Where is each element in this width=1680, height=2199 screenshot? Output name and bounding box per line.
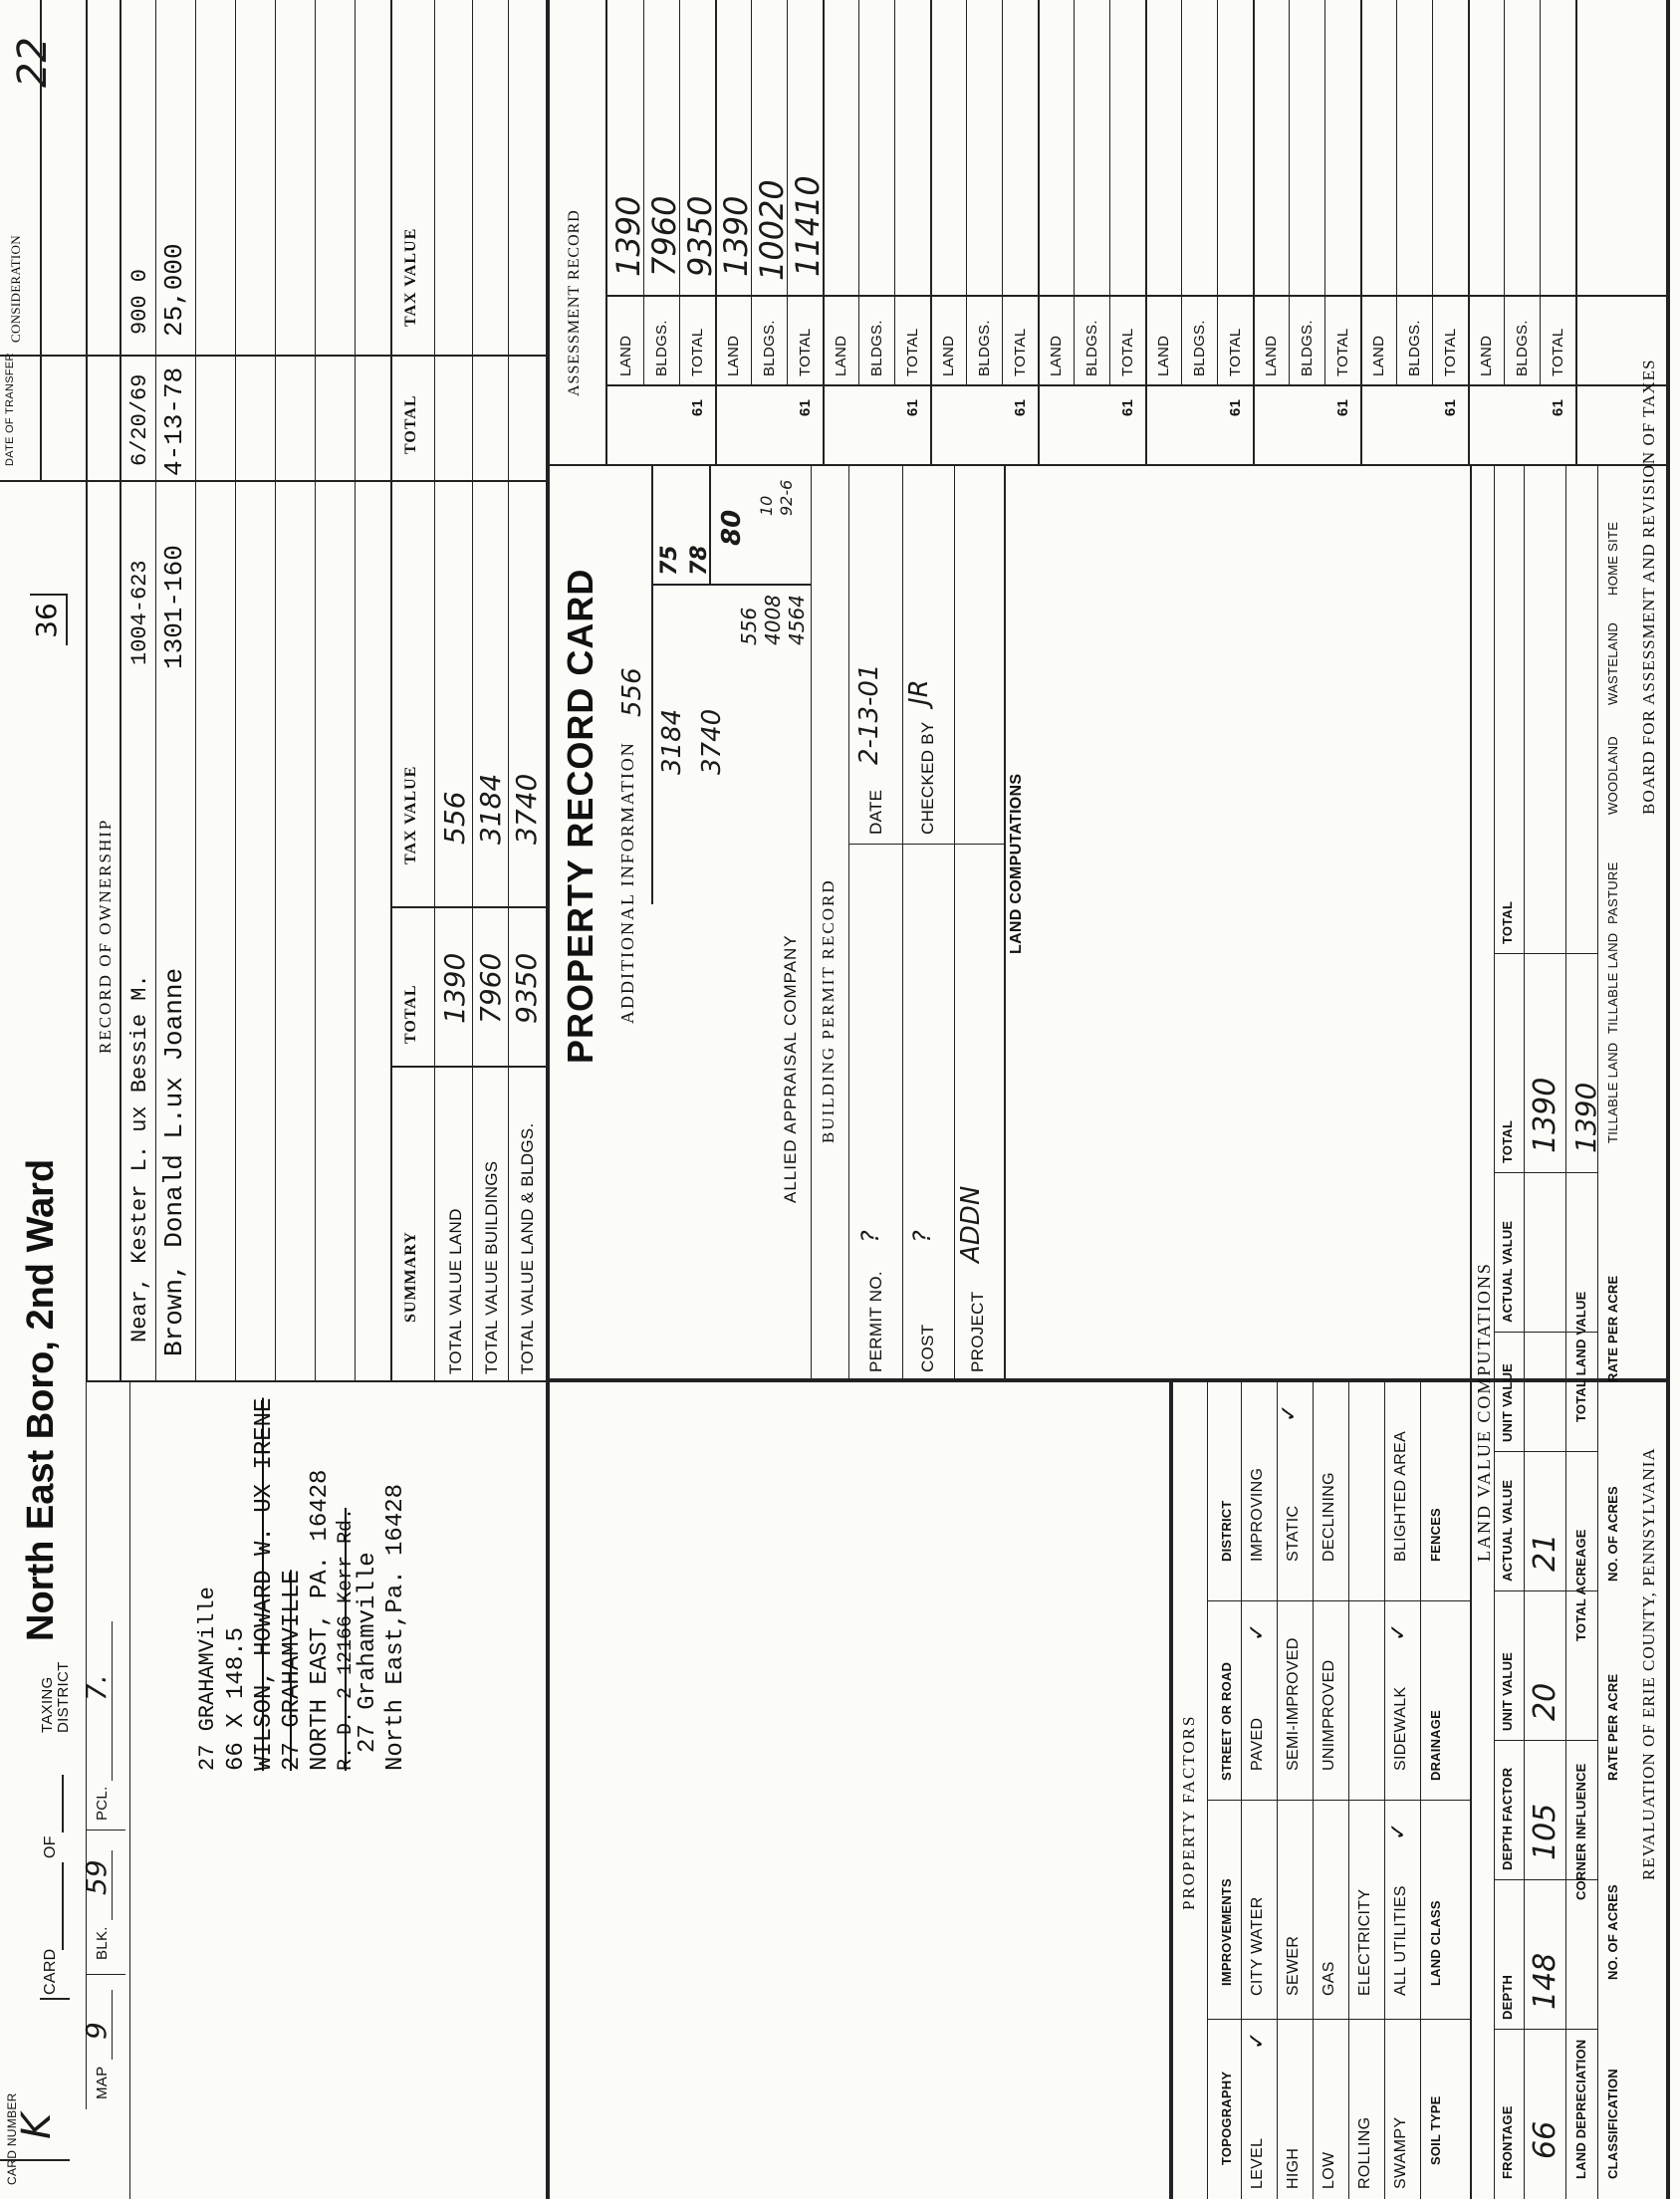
lv-unit-value: 20 [1528,1682,1562,1721]
blk-value: 59 [80,1859,113,1895]
permit-date-value: 2-13-01 [854,663,884,765]
assess-blank-2-rule [1145,0,1147,466]
checked-by-value: JR [904,679,934,705]
card-number-value: K [14,2112,60,2139]
lv-col-7 [1494,953,1597,954]
cost-label: COST [918,1324,937,1372]
lv-depth-factor: 105 [1528,1803,1562,1860]
side-code-4: 10 [757,495,776,516]
lv-header-7: TOTAL [1500,1119,1515,1163]
district-name: North East Boro, 2nd Ward [20,1158,62,1641]
pf-col-2 [1207,1600,1470,1601]
info-value-5: 4008 [761,595,785,645]
pf-topo-3: ROLLING [1356,2116,1373,2189]
pf-topo-0: LEVEL [1249,2137,1266,2189]
pf-street-0: PAVED [1249,1717,1266,1771]
address-line-4: 27 GRAHAMVILLE [279,1570,306,1771]
pf-check-static: ✓ [1277,1403,1302,1422]
card-number-label: CARD NUMBER [5,2092,19,2185]
lv-land-depreciation: LAND DEPRECIATION [1573,2039,1588,2179]
assess-blank-2-code: 61 [1119,398,1136,416]
pf-improve-0: CITY WATER [1249,1896,1266,1996]
pf-rule-2 [1348,1382,1349,2199]
lv-total-land-value: 1390 [1569,1082,1602,1153]
owner-row-1-date: 6/20/69 [127,373,152,466]
lv-col-6 [1494,1172,1597,1173]
lv-acre-header-0: CLASSIFICATION [1605,2069,1620,2179]
lv-actual-value: 21 [1528,1533,1562,1572]
summary-row-3-label: TOTAL VALUE LAND & BLDGS. [518,1122,537,1374]
assess-blank-0-rule [930,0,932,466]
lv-class-0: TILLABLE LAND [1605,1042,1620,1143]
assess-blank-1-code: 61 [1012,398,1029,416]
pf-improve-1: SEWER [1285,1935,1302,1996]
lv-class-5: HOME SITE [1605,521,1620,596]
assess-blank-0-label-0: LAND [833,335,849,376]
assess-blank-2-label-0: LAND [1048,335,1065,376]
lv-col-3 [1494,1590,1597,1591]
assess-blank-6-rule [1575,0,1577,466]
company-name: ALLIED APPRAISAL COMPANY [781,934,800,1203]
address-line-5: NORTH EAST, PA. 16428 [307,1469,334,1771]
cost-value: ? [908,1230,936,1243]
summary-total-header: TOTAL [402,984,419,1044]
side-code-2: 78 [687,545,712,576]
property-record-title: PROPERTY RECORD CARD [560,568,600,1064]
map-value: 9 [80,2022,113,2040]
pf-header-landclass: LAND CLASS [1428,1900,1443,1986]
additional-info-label: ADDITIONAL INFORMATION [617,741,637,1024]
lv-header-4: ACTUAL VALUE [1500,1479,1515,1582]
lv-header-5: UNIT VALUE [1500,1362,1515,1442]
ownership-title: RECORD OF OWNERSHIP [96,818,115,1054]
owner-row-2-consideration: 25,000 [159,243,189,337]
summary-row-1-tax: 556 [438,791,471,845]
assess-blank-5-label-2: TOTAL [1442,328,1459,376]
assess-blank-5-label-1: BLDGS. [1406,320,1423,376]
assess-blank-1-label-0: LAND [940,335,957,376]
address-line-7: 27 Grahamville [355,1552,381,1753]
assess-blank-5-rule [1468,0,1470,466]
footer-right: BOARD FOR ASSESSMENT AND REVISION OF TAXES [1639,359,1658,815]
summary-total-header-2: TOTAL [402,394,419,454]
assess-blank-3-label-1: BLDGS. [1191,320,1208,376]
pf-col-0 [1207,2019,1470,2020]
lv-col-2 [1494,1740,1597,1741]
lv-header-0: FRONTAGE [1500,2105,1515,2179]
assess-1-bldgs-label: BLDGS. [653,320,670,376]
assess-blank-1-rule [1038,0,1040,466]
assess-2-bldgs-label: BLDGS. [761,320,778,376]
side-code-5: 92-6 [777,479,796,516]
pf-improve-2: GAS [1320,1961,1337,1996]
lv-total-acreage: TOTAL ACREAGE [1573,1529,1588,1641]
pcl-label: PCL. [94,1786,111,1821]
date-of-transfer-label: DATE OF TRANSFER [4,353,16,466]
pf-district-1: STATIC [1285,1505,1302,1562]
assessment-title: ASSESSMENT RECORD [566,209,583,396]
address-line-6: R. D. 2 12166 Kerr Rd. [335,1507,358,1771]
permit-no-value: ? [856,1230,884,1243]
lv-total: 1390 [1528,1077,1562,1153]
pcl-value: 7. [80,1674,113,1701]
pf-rule-1 [1313,1382,1314,2199]
assess-blank-6-label-1: BLDGS. [1514,320,1531,376]
pf-topo-1: HIGH [1285,2147,1302,2189]
pf-improve-3: ELECTRICITY [1356,1888,1373,1996]
address-line-3: WILSON, HOWARD W. UX IRENE [251,1397,278,1771]
assess-blank-0-code: 61 [904,398,921,416]
summary-row-3-tax: 3740 [510,773,543,845]
permit-no-label: PERMIT NO. [866,1271,885,1372]
pf-header-fences: FENCES [1428,1508,1443,1562]
pf-check-sidewalk: ✓ [1386,1622,1411,1641]
lv-frontage: 66 [1528,2120,1562,2159]
assess-blank-3-rule [1253,0,1255,466]
assess-blank-6-rule-2 [1540,0,1541,386]
assess-2-total-label: TOTAL [797,328,814,376]
checked-by-label: CHECKED BY [918,721,937,835]
pf-district-2: DECLINING [1320,1472,1337,1562]
permit-record-title: BUILDING PERMIT RECORD [819,878,838,1143]
of-label: OF [42,1835,59,1858]
assess-blank-4-rule [1360,0,1362,466]
lv-rule-2 [1565,466,1566,2199]
pf-check-utilities: ✓ [1386,1822,1411,1840]
pf-street-1: SEMI-IMPROVED [1285,1637,1302,1771]
assess-blank-0-rule-2 [894,0,895,386]
card-label: CARD [42,1948,59,1995]
assess-blank-1-rule-1 [966,0,967,386]
pf-header-topography: TOPOGRAPHY [1219,2071,1234,2165]
lv-col-0 [1494,2029,1597,2030]
lv-header-3: UNIT VALUE [1500,1651,1515,1731]
pf-topo-2: LOW [1320,2151,1337,2189]
lv-class-1: TILLABLE LAND [1605,932,1620,1034]
project-label: PROJECT [968,1291,987,1372]
lv-corner-influence: CORNER INFLUENCE [1573,1763,1588,1900]
assess-blank-5-label-0: LAND [1370,335,1387,376]
map-label: MAP [94,2066,111,2099]
lv-acre-header-2: RATE PER ACRE [1605,1673,1620,1781]
summary-tax-header: TAX VALUE [402,765,419,864]
assess-blank-3-rule-1 [1181,0,1182,386]
lv-class-2: PASTURE [1605,861,1620,924]
assess-blank-2-label-1: BLDGS. [1083,320,1100,376]
assess-blank-1-rule-2 [1002,0,1003,386]
assess-blank-2-rule-2 [1109,0,1110,386]
assess-blank-6-rule-1 [1504,0,1505,386]
assess-blank-6-label-2: TOTAL [1550,328,1566,376]
owner-row-2-book: 1301-160 [159,545,189,669]
address-line-2: 66 X 148.5 [223,1626,250,1771]
summary-row-1-total: 1390 [438,952,471,1024]
assess-1-land: 1390 [609,195,647,277]
pf-header-improvements: IMPROVEMENTS [1219,1878,1234,1986]
lv-header-2: DEPTH FACTOR [1500,1767,1515,1870]
summary-row-2-total: 7960 [474,952,507,1024]
lv-col-4 [1494,1451,1597,1452]
owner-row-1-consideration: 900 0 [127,268,152,335]
pf-topo-4: SWAMPY [1392,2116,1409,2189]
assess-2-land-label: LAND [725,335,742,376]
address-line-8: North East,Pa. 16428 [382,1483,409,1771]
pf-street-2: UNIMPROVED [1320,1659,1337,1771]
lv-depth: 148 [1528,1952,1562,2010]
pf-header-street: STREET OR ROAD [1219,1661,1234,1781]
assess-blank-3-label-2: TOTAL [1227,328,1244,376]
taxing-district-label: TAXING DISTRICT [39,1661,72,1733]
pf-district-4: BLIGHTED AREA [1392,1430,1409,1562]
corner-number: 22 [10,37,56,88]
owner-row-2-name: Brown, Donald L.ux Joanne [159,967,189,1356]
lv-class-4: WASTELAND [1605,621,1620,705]
assess-blank-4-rule-2 [1324,0,1325,386]
info-value-2: 3184 [657,708,687,775]
assess-blank-0-rule-1 [858,0,859,386]
assess-2-total: 11410 [789,175,827,277]
lv-rule-1 [1524,466,1525,2199]
property-factors-title: PROPERTY FACTORS [1179,1714,1198,1910]
permit-date-label: DATE [866,789,885,835]
lv-header-6: ACTUAL VALUE [1500,1220,1515,1323]
pf-rule-3 [1384,1382,1385,2199]
assess-blank-0-label-1: BLDGS. [868,320,885,376]
project-value: ADDN [956,1185,986,1263]
pf-header-soil: SOIL TYPE [1428,2095,1443,2165]
pf-rule-0 [1277,1382,1278,2199]
lv-total-land-value-label: TOTAL LAND VALUE [1573,1291,1588,1422]
lv-rule-3 [1597,466,1598,2199]
assess-blank-0-label-2: TOTAL [904,328,921,376]
owner-row-1-name: Near, Kester L. ux Bessie M. [127,974,152,1343]
summary-row-3-total: 9350 [510,952,543,1024]
assess-blank-3-label-0: LAND [1155,335,1172,376]
info-value-6: 4564 [785,595,809,645]
owner-row-1-book: 1004-623 [127,560,152,665]
pf-district-0: IMPROVING [1249,1467,1266,1562]
assess-1-total: 9350 [681,195,719,277]
assess-1-code: 61 [689,398,706,416]
lv-class-3: WOODLAND [1605,736,1620,815]
assess-blank-5-rule-1 [1396,0,1397,386]
lv-header-1: DEPTH [1500,1974,1515,2020]
assess-blank-4-code: 61 [1334,398,1351,416]
lv-col-1 [1494,1879,1597,1880]
assess-2-code: 61 [797,398,814,416]
assess-1-total-label: TOTAL [689,328,706,376]
footer-left: REVALUATION OF ERIE COUNTY, PENNSYLVANIA [1639,1447,1658,1880]
summary-row-1-label: TOTAL VALUE LAND [446,1208,465,1374]
assess-blank-6-label-0: LAND [1478,335,1495,376]
assess-blank-2-rule-1 [1074,0,1075,386]
pf-col-1 [1207,1800,1470,1801]
blk-label: BLK. [94,1926,111,1960]
assess-blank-4-label-0: LAND [1263,335,1280,376]
summary-row-2-label: TOTAL VALUE BUILDINGS [482,1160,501,1374]
pf-check-paved: ✓ [1245,1622,1270,1641]
pf-street-4: SIDEWALK [1392,1686,1409,1771]
side-code-3: 80 [717,509,747,546]
assess-2-land: 1390 [717,195,755,277]
assess-1-bldgs: 7960 [645,195,683,277]
consideration-label: CONSIDERATION [8,235,23,343]
pf-check-level: ✓ [1245,2031,1270,2050]
land-computations-label: LAND COMPUTATIONS [1008,773,1025,954]
lv-acre-header-3: NO. OF ACRES [1605,1486,1620,1582]
info-value-4: 556 [737,607,761,645]
lv-header-8: TOTAL [1500,900,1515,944]
summary-row-2-tax: 3184 [474,773,507,845]
assess-blank-4-label-2: TOTAL [1334,328,1351,376]
assess-1-land-label: LAND [617,335,634,376]
info-value-1: 556 [617,667,647,717]
owner-row-2-date: 4-13-78 [159,366,189,476]
lv-col-5 [1494,1332,1597,1333]
side-code-1: 75 [657,545,682,576]
assess-blank-1-label-2: TOTAL [1012,328,1029,376]
land-value-title: LAND VALUE COMPUTATIONS [1474,1262,1494,1562]
pf-rule-4 [1420,1382,1421,2199]
assess-blank-5-rule-2 [1432,0,1433,386]
pf-header-drainage: DRAINAGE [1428,1710,1443,1781]
assess-blank-1-label-1: BLDGS. [976,320,993,376]
assess-2-bldgs: 10020 [753,179,791,281]
assess-blank-2-label-2: TOTAL [1119,328,1136,376]
assess-blank-3-code: 61 [1227,398,1244,416]
summary-tax-header-2: TAX VALUE [402,227,419,327]
lv-acre-header-4: RATE PER ACRE [1605,1275,1620,1382]
pf-header-district: DISTRICT [1219,1500,1234,1562]
summary-title: SUMMARY [402,1231,419,1323]
assess-blank-6-code: 61 [1550,398,1566,416]
assess-blank-4-label-1: BLDGS. [1299,320,1316,376]
lv-acre-header-1: NO. OF ACRES [1605,1884,1620,1980]
info-value-3: 3740 [697,708,727,775]
address-line-1: 27 GRAHAMVille [195,1587,220,1771]
pf-improve-4: ALL UTILITIES [1392,1885,1409,1996]
page-number: 36 [30,594,68,645]
assess-blank-5-code: 61 [1442,398,1459,416]
assess-blank-4-rule-1 [1289,0,1290,386]
assess-blank-3-rule-2 [1217,0,1218,386]
